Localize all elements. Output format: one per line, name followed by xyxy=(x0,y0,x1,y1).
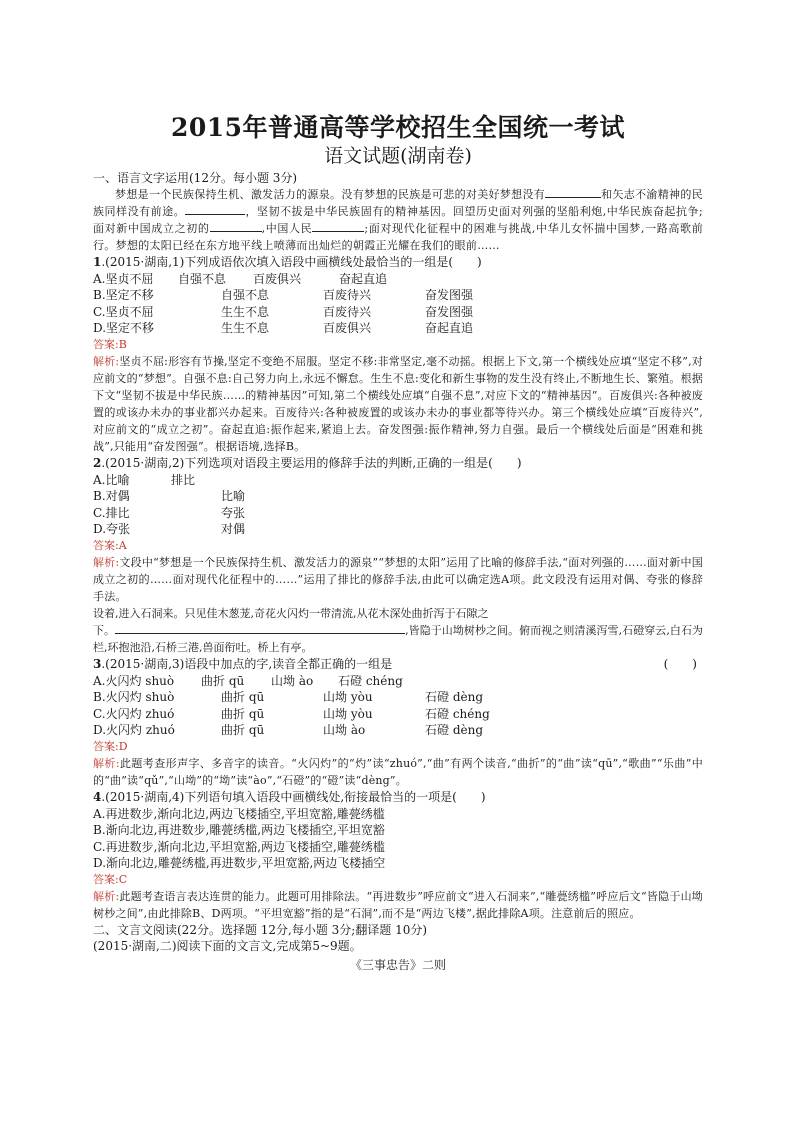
option-cell: A.再进数步,渐向北边,两边飞楼插空,平坦宽豁,雕甍绣槛 xyxy=(93,806,385,821)
question-3-options xyxy=(93,673,703,739)
option-row[interactable] xyxy=(93,271,703,288)
question-number: 1 xyxy=(93,255,102,269)
question-stem: .(2015·湖南,1)下列成语依次填入语段中画横线处最恰当的一组是( ) xyxy=(101,255,482,269)
option-cell: 曲折 qū xyxy=(201,673,245,688)
passage-text-1: 梦想是一个民族保持生机、激发活力的源泉。没有梦想的民族是可悲的对美好梦想没有 xyxy=(115,188,546,201)
option-cell: C.再进数步,渐向北边,平坦宽豁,两边飞楼插空,雕甍绣槛 xyxy=(93,839,385,854)
option-row[interactable] xyxy=(93,855,703,872)
blank-1 xyxy=(545,186,601,198)
question-1-options xyxy=(93,271,703,337)
passage-title: 《三事忠告》二则 xyxy=(349,958,446,973)
option-cell: A.火闪灼 shuò xyxy=(93,673,175,688)
option-cell: 石磴 chéng xyxy=(338,673,403,688)
question-stem: .(2015·湖南,3)语段中加点的字,读音全都正确的一组是 xyxy=(101,656,393,671)
exam-title: 2015年普通高等学校招生全国统一考试 xyxy=(170,113,626,142)
option-row[interactable] xyxy=(93,320,703,337)
excerpt-text-2: 下。 xyxy=(93,623,116,637)
question-1 xyxy=(93,254,703,271)
option-cell: A.坚贞不屈 xyxy=(93,271,154,286)
excerpt-text-3: ,皆隐于山坳树杪之间。俯而视之则清溪泻雪,石磴穿云,白石为栏,环抱池沿,石桥三港,兽面衔吐。桥上有亭。 xyxy=(93,623,703,654)
explanation-text: 坚贞不屈:形容有节操,坚定不变绝不屈服。坚定不移:非常坚定,毫不动摇。根据上下文,第一个横线处应填“坚定不移”,对应前文的“梦想”。自强不息:自己努力向上,永远不懈怠。生生不息:变化和新生事物的发生没有终止,不断地生长、繁殖。根据下文“坚韧不拔是中华民族……的精神基因”可知,第二个横线处应填“自强不息”,对应下文的“精神基因”。百废俱兴:各种被废置的或该办未办的事业都兴办起来。百废待兴:各种被废置的或该办未办的事业都等待兴办。第三个横线处应填“百废待兴”,对应前文的“成立之初”。奋起直追:振作起来,紧追上去。奋发图强:振作精神,努力自强。最后一个横线处后面是“困难和挑战”,只能用“奋发图强”。根据语境,选择B。 xyxy=(93,354,703,453)
option-cell: 奋发图强 xyxy=(425,304,474,319)
option-cell: 曲折 qū xyxy=(221,706,265,721)
exam-page xyxy=(93,112,703,974)
option-cell: 曲折 qū xyxy=(221,690,265,705)
option-cell: 石磴 chéng xyxy=(425,706,490,721)
option-row[interactable] xyxy=(93,472,703,489)
question-stem: .(2015·湖南,4)下列语句填入语段中画横线处,衔接最恰当的一项是( ) xyxy=(101,789,486,804)
blank-3 xyxy=(210,220,262,232)
question-number: 2 xyxy=(93,455,102,470)
passage-text-3: ，坚韧不拔是中华民族固有的精神基因。回望历史面对列强的坚船利炮,中华民族奋起抗争;面对新中国成立之初的 xyxy=(93,205,704,235)
explanation-4 xyxy=(93,888,703,922)
question-number: 3 xyxy=(93,656,102,671)
option-cell: 排比 xyxy=(171,472,196,487)
option-cell: 奋发图强 xyxy=(425,288,474,303)
option-row[interactable] xyxy=(93,505,703,522)
question-4-options xyxy=(93,806,703,872)
answer-1: 答案:B xyxy=(93,337,127,351)
option-cell: 生生不息 xyxy=(221,321,270,336)
blank-4 xyxy=(312,220,364,232)
passage-text-2: 和矢志不渝精神的民族同样没有前途。 xyxy=(93,188,703,218)
reading-passage xyxy=(93,186,703,254)
option-cell: 比喻 xyxy=(221,489,246,504)
option-row[interactable] xyxy=(93,706,703,723)
option-cell: D.坚定不移 xyxy=(93,321,155,336)
option-cell: 奋起直追 xyxy=(339,271,388,286)
explanation-text: 此题考查语言表达连贯的能力。此题可用排除法。“再进数步”呼应前文“进入石洞来”,“雕甍绣槛”呼应后文“皆隐于山坳树杪之间”,由此排除B、D两项。“平坦宽豁”指的是“石洞”,而不是“两边飞楼”,据此排除A项。注意前后的照应。 xyxy=(93,889,703,920)
explanation-label: 解析: xyxy=(93,555,120,569)
option-row[interactable] xyxy=(93,722,703,739)
option-cell: B.火闪灼 shuò xyxy=(93,690,175,705)
option-row[interactable] xyxy=(93,304,703,321)
option-row[interactable] xyxy=(93,673,703,690)
option-cell: C.坚贞不屈 xyxy=(93,304,154,319)
option-row[interactable] xyxy=(93,521,703,538)
option-cell: 石磴 dèng xyxy=(425,723,484,738)
explanation-label: 解析: xyxy=(93,889,120,903)
option-cell: 山坳 yòu xyxy=(323,706,373,721)
option-cell: B.渐向北边,再进数步,雕甍绣槛,两边飞楼插空,平坦宽豁 xyxy=(93,823,385,838)
answer-3: 答案:D xyxy=(93,739,128,753)
question-4 xyxy=(93,789,703,806)
option-row[interactable] xyxy=(93,287,703,304)
option-cell: C.排比 xyxy=(93,505,130,520)
option-cell: 夸张 xyxy=(221,505,246,520)
question-2 xyxy=(93,455,703,472)
passage-text-5: ;面对现代化征程中的困难与挑战,中华儿女怀揣中国梦,一路高歌前行。梦想的太阳已经在东方地平线上喷薄而出灿烂的朝霞正光耀在我们的眼前…… xyxy=(93,222,704,252)
option-cell: 百废待兴 xyxy=(323,288,372,303)
option-cell: C.火闪灼 zhuó xyxy=(93,706,175,721)
option-cell: 石磴 dèng xyxy=(425,690,484,705)
option-cell: 山坳 ào xyxy=(271,673,314,688)
option-cell: B.对偶 xyxy=(93,489,130,504)
option-row[interactable] xyxy=(93,806,703,823)
question-number: 4 xyxy=(93,789,102,804)
option-cell: 山坳 yòu xyxy=(323,690,373,705)
option-cell: 对偶 xyxy=(221,522,246,537)
question-3 xyxy=(93,656,703,673)
option-cell: D.渐向北边,雕甍绣槛,再进数步,平坦宽豁,两边飞楼插空 xyxy=(93,856,386,871)
section-source: (2015·湖南,二)阅读下面的文言文,完成第5~9题。 xyxy=(93,938,362,953)
answer-paren: ( ) xyxy=(663,656,697,671)
explanation-label: 解析: xyxy=(93,756,120,770)
option-cell: 百废待兴 xyxy=(323,304,372,319)
question-stem: .(2015·湖南,2)下列选项对语段主要运用的修辞手法的判断,正确的一组是( ) xyxy=(101,455,522,470)
explanation-1 xyxy=(93,353,703,455)
blank-2 xyxy=(185,203,245,215)
option-cell: 百废俱兴 xyxy=(253,271,302,286)
option-cell: 自强不息 xyxy=(178,271,227,286)
option-cell: 奋起直追 xyxy=(425,321,474,336)
blank-5 xyxy=(115,622,405,634)
question-2-options xyxy=(93,472,703,538)
option-row[interactable] xyxy=(93,488,703,505)
answer-4: 答案:C xyxy=(93,872,128,886)
option-cell: 生生不息 xyxy=(221,304,270,319)
option-cell: 曲折 qū xyxy=(221,723,265,738)
option-cell: 山坳 ào xyxy=(323,723,366,738)
passage-text-4: ,中国人民 xyxy=(261,222,313,235)
option-cell: D.夸张 xyxy=(93,522,131,537)
reading-excerpt xyxy=(93,605,703,656)
section-heading-2: 二、文言文阅读(22分。选择题 12分,每小题 3分;翻译题 10分) xyxy=(93,922,428,937)
option-cell: B.坚定不移 xyxy=(93,288,154,303)
explanation-text: 文段中“梦想是一个民族保持生机、激发活力的源泉”“梦想的太阳”运用了比喻的修辞手法,“面对列强的……面对新中国成立之初的……面对现代化征程中的……”运用了排比的修辞手法,由此可以确定选A项。此文段没有运用对偶、夸张的修辞手法。 xyxy=(93,555,703,603)
option-cell: 自强不息 xyxy=(221,288,270,303)
explanation-label: 解析: xyxy=(93,354,120,368)
excerpt-text-1: 设着,进入石洞来。只见佳木葱茏,奇花火闪灼一带清流,从花木深处曲折泻于石隙之 xyxy=(93,606,489,620)
explanation-3 xyxy=(93,755,703,789)
exam-subtitle: 语文试题(湖南卷) xyxy=(324,145,472,167)
explanation-text: 此题考查形声字、多音字的读音。“火闪灼”的“灼”读“zhuó”,“曲”有两个读音,“曲折”的“曲”读“qū”,“歌曲”“乐曲”中的“曲”读“qǔ”,“山坳”的“坳”读“ào”,“石磴”的“磴”读“dèng”。 xyxy=(93,756,703,787)
answer-2: 答案:A xyxy=(93,538,127,552)
option-cell: 百废俱兴 xyxy=(323,321,372,336)
explanation-2 xyxy=(93,554,703,605)
option-cell: A.比喻 xyxy=(93,472,130,487)
option-row[interactable] xyxy=(93,839,703,856)
section-heading-1: 一、语言文字运用(12分。每小题 3分) xyxy=(93,171,298,185)
option-row[interactable] xyxy=(93,689,703,706)
option-row[interactable] xyxy=(93,822,703,839)
option-cell: D.火闪灼 zhuó xyxy=(93,723,175,738)
